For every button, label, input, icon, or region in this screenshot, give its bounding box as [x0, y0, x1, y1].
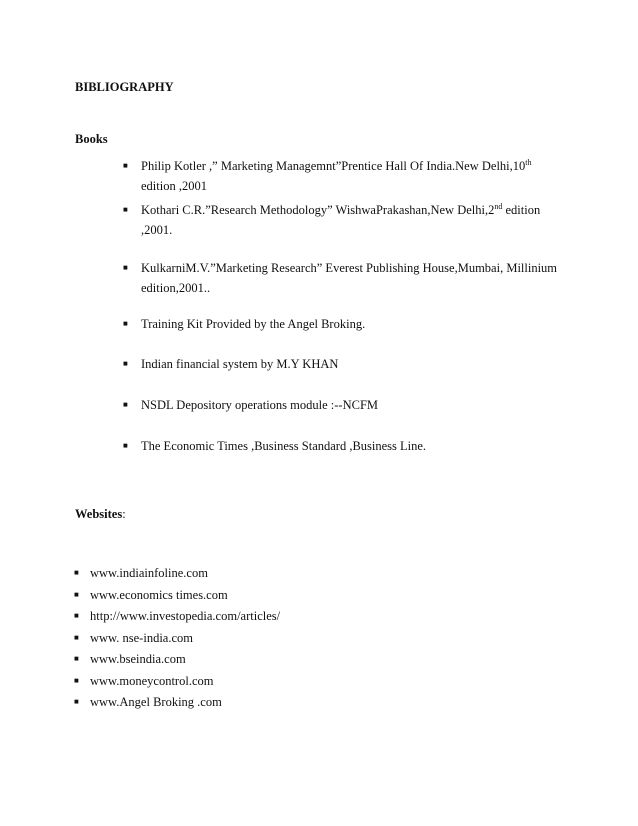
square-bullet-icon: ■ — [74, 697, 79, 706]
website-url: www.economics times.com — [90, 588, 228, 602]
book-citation — [141, 200, 563, 240]
websites-heading-colon: : — [122, 507, 126, 521]
book-item — [123, 200, 563, 240]
square-bullet-icon: ■ — [123, 400, 128, 409]
website-item — [74, 606, 474, 626]
website-item — [74, 628, 474, 648]
square-bullet-icon: ■ — [123, 263, 128, 272]
square-bullet-icon: ■ — [74, 676, 79, 685]
book-citation: NSDL Depository operations module :--NCFM — [141, 398, 379, 412]
website-item — [74, 671, 474, 691]
book-item — [123, 156, 563, 196]
website-url: www.Angel Broking .com — [90, 695, 222, 709]
ordinal-suffix: th — [525, 158, 532, 167]
ordinal-suffix: nd — [494, 202, 503, 211]
website-item — [74, 692, 474, 712]
website-url: www.moneycontrol.com — [90, 674, 214, 688]
website-item — [74, 585, 474, 605]
website-url: http://www.investopedia.com/articles/ — [90, 609, 281, 623]
book-item — [123, 436, 563, 456]
book-citation: Indian financial system by M.Y KHAN — [141, 357, 339, 371]
website-item — [74, 563, 474, 583]
book-item — [123, 354, 563, 374]
websites-heading-text: Websites — [75, 507, 123, 521]
website-item — [74, 649, 474, 669]
square-bullet-icon: ■ — [123, 441, 128, 450]
square-bullet-icon: ■ — [74, 590, 79, 599]
book-item — [123, 395, 563, 415]
square-bullet-icon: ■ — [123, 161, 128, 170]
website-url: www.bseindia.com — [90, 652, 186, 666]
book-citation-text: edition ,2001 — [141, 179, 207, 193]
book-citation-text: Kothari C.R.”Research Methodology” WishwaPrakashan,New Delhi,2 — [141, 203, 495, 217]
square-bullet-icon: ■ — [123, 205, 128, 214]
square-bullet-icon: ■ — [74, 568, 79, 577]
square-bullet-icon: ■ — [123, 319, 128, 328]
books-heading: Books — [75, 132, 108, 146]
book-citation-text: Philip Kotler ,” Marketing Managemnt”Prentice Hall Of India.New Delhi,10 — [141, 159, 526, 173]
websites-heading — [75, 507, 126, 522]
page-title: BIBLIOGRAPHY — [75, 80, 174, 94]
book-citation: The Economic Times ,Business Standard ,Business Line. — [141, 439, 427, 453]
square-bullet-icon: ■ — [74, 654, 79, 663]
square-bullet-icon: ■ — [74, 633, 79, 642]
book-item — [123, 258, 563, 298]
book-citation: KulkarniM.V.”Marketing Research” Everest Publishing House,Mumbai, Millinium edition,2001.. — [141, 261, 558, 295]
book-item — [123, 314, 563, 334]
square-bullet-icon: ■ — [74, 611, 79, 620]
book-citation: Training Kit Provided by the Angel Broking. — [141, 317, 366, 331]
book-citation-text: edition ,2001. — [141, 203, 541, 237]
website-url: www. nse-india.com — [90, 631, 193, 645]
website-url: www.indiainfoline.com — [90, 566, 208, 580]
book-citation — [141, 156, 563, 196]
square-bullet-icon: ■ — [123, 359, 128, 368]
